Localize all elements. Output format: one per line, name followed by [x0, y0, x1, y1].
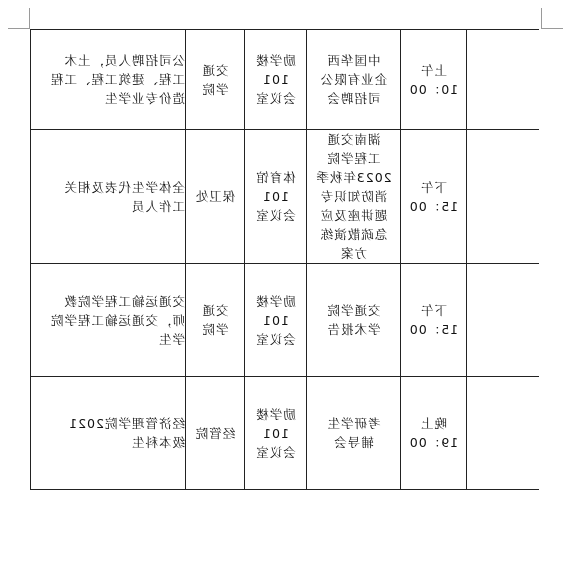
margin-mark-top-left-horizontal: [8, 28, 30, 29]
time-text: 下午 15：00: [408, 303, 459, 337]
event-cell: [307, 130, 401, 264]
blank-cell: [467, 377, 539, 490]
margin-mark-top-left-vertical: [29, 8, 30, 28]
blank-cell: [467, 264, 539, 377]
location-cell: [245, 264, 307, 377]
table-row: [31, 264, 539, 377]
time-text: 晚上 19：00: [408, 416, 459, 450]
audience-cell: [31, 264, 186, 377]
audience-cell: [31, 30, 186, 130]
department-text: 保卫处: [194, 189, 236, 204]
location-cell: [245, 377, 307, 490]
event-cell: [307, 30, 401, 130]
time-cell: [401, 130, 467, 264]
location-text: 励学楼 101 会议室: [255, 293, 296, 347]
table-row: [31, 377, 539, 490]
department-text: 交通 学院: [201, 62, 229, 97]
blank-cell: [467, 30, 539, 130]
department-cell: [186, 130, 245, 264]
event-text: 交通学院 学术报告: [326, 303, 381, 337]
department-text: 交通 学院: [201, 303, 229, 337]
blank-cell: [467, 130, 539, 264]
department-cell: [186, 377, 245, 490]
event-cell: [307, 377, 401, 490]
time-text: 下午 15：00: [408, 179, 459, 214]
location-text: 励学楼 101 会议室: [255, 53, 296, 106]
department-text: 经管院: [194, 425, 236, 441]
margin-mark-top-right-vertical: [541, 8, 542, 28]
event-text: 中国华西 企业有限公 司招聘会: [319, 53, 388, 106]
department-cell: [186, 264, 245, 377]
time-cell: [401, 30, 467, 130]
table-row: [31, 30, 539, 130]
event-cell: [307, 264, 401, 377]
time-cell: [401, 264, 467, 377]
event-text: 湖南交通 工程学院 2023年秋季 消防知识专 题讲座及应 急疏散演练 方案: [315, 132, 392, 261]
location-text: 体育馆 101 会议室: [255, 170, 296, 223]
audience-text: 公司招聘人员，土木 工程、建筑工程、工程 造价专业学生: [49, 53, 185, 106]
audience-text: 全体学生代表及相关 工作人员: [63, 179, 185, 214]
location-cell: [245, 30, 307, 130]
audience-cell: [31, 130, 186, 264]
event-text: 考研学生 辅导会: [326, 416, 381, 450]
schedule-table: [30, 29, 539, 490]
time-text: 上午 10：00: [408, 62, 459, 97]
audience-cell: [31, 377, 186, 490]
location-cell: [245, 130, 307, 264]
audience-text: 交通运输工程学院教 师，交通运输工程学院 学生: [49, 293, 185, 347]
audience-text: 经济管理学院2021 级本科生: [68, 416, 185, 450]
margin-mark-top-right-horizontal: [541, 28, 563, 29]
department-cell: [186, 30, 245, 130]
table-row: [31, 130, 539, 264]
time-cell: [401, 377, 467, 490]
location-text: 励学楼 101 会议室: [255, 406, 296, 460]
